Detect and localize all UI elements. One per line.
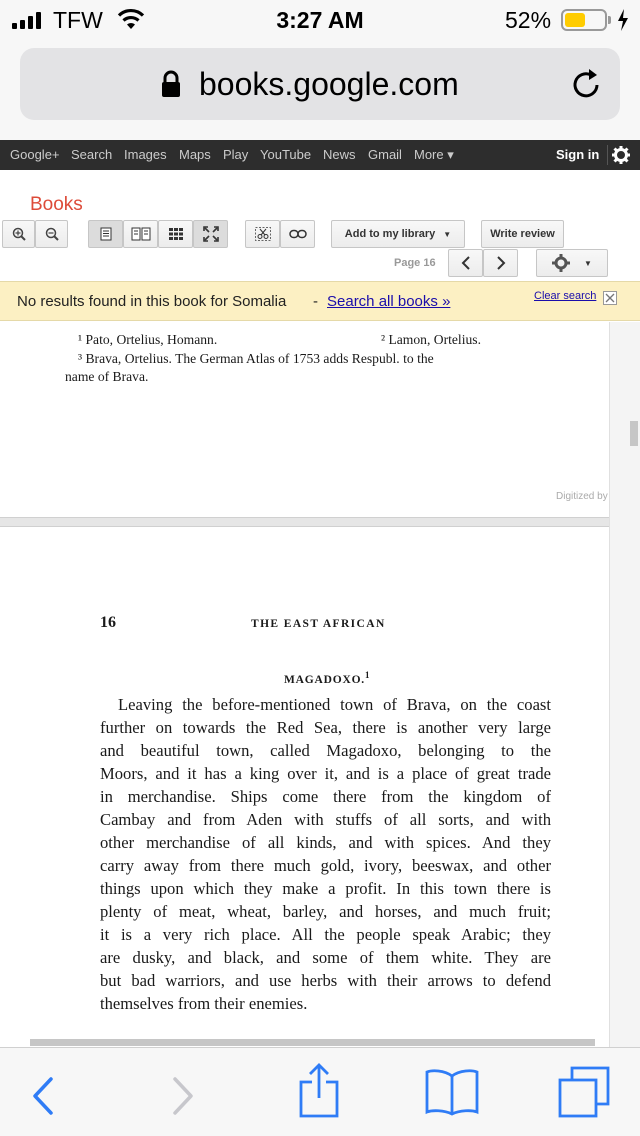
gbar-link-images[interactable]: Images [124, 147, 167, 162]
next-page-button[interactable] [483, 249, 518, 277]
text-line: things upon which they make a profit. In this town there is [100, 879, 551, 898]
browser-url-bar [0, 40, 640, 140]
settings-gear-icon[interactable] [612, 146, 630, 164]
search-all-books-link[interactable]: Search all books » [327, 293, 451, 310]
clear-search-link[interactable]: Clear search [534, 290, 597, 302]
bookmarks-icon[interactable] [424, 1068, 480, 1116]
google-top-bar [0, 140, 640, 170]
back-arrow-icon[interactable] [30, 1076, 56, 1116]
browser-bottom-toolbar [0, 1047, 640, 1136]
sign-in-link[interactable]: Sign in [556, 147, 600, 162]
gbar-link-googleplus[interactable]: Google+ [10, 147, 60, 162]
two-page-view-button[interactable] [123, 220, 158, 248]
close-notice-button[interactable] [603, 291, 617, 305]
footnote-3-line-1: ³ Brava, Ortelius. The German Atlas of 1753 adds Respubl. to the [78, 351, 434, 366]
zoom-out-icon [45, 227, 59, 241]
thumbnail-view-button[interactable] [158, 220, 193, 248]
options-caret-icon: ▼ [584, 258, 592, 268]
text-line: plenty of meat, wheat, barley, and horses, and much fruit; [100, 902, 551, 921]
books-logo[interactable]: Books [30, 194, 83, 215]
clip-button[interactable] [245, 220, 280, 248]
lock-icon [161, 70, 181, 98]
add-to-library-button[interactable] [331, 220, 465, 248]
chevron-right-icon [496, 256, 506, 270]
gbar-link-more[interactable]: More ▾ [414, 147, 454, 162]
search-notice-bar [0, 281, 640, 321]
gbar-link-search[interactable]: Search [71, 147, 113, 162]
zoom-in-button[interactable] [2, 220, 35, 248]
share-icon[interactable] [298, 1062, 340, 1118]
carrier-label: TFW [53, 7, 103, 33]
footnote-3-line-2: name of Brava. [65, 369, 149, 384]
two-page-icon [131, 227, 151, 241]
text-line: Moors, and it has a king over it, and is a place of great trade [100, 764, 551, 783]
text-line: it is a very rich place. All the people speak Arabic; they [100, 925, 551, 944]
close-icon [604, 292, 616, 304]
horizontal-scrollbar[interactable] [30, 1039, 595, 1046]
text-line: other merchandise of all kinds, and with spices. And they [100, 833, 551, 852]
url-domain: books.google.com [199, 66, 459, 102]
fullscreen-button[interactable] [193, 220, 228, 248]
page-number: 16 [100, 614, 116, 631]
page-separator [0, 517, 609, 527]
gear-icon [552, 254, 570, 272]
charging-bolt-icon [617, 9, 629, 31]
scissors-icon [255, 227, 271, 241]
zoom-in-icon [12, 227, 26, 241]
gbar-link-news[interactable]: News [323, 147, 356, 162]
battery-tip [608, 16, 611, 24]
gbar-link-play[interactable]: Play [223, 147, 249, 162]
gbar-divider [607, 145, 608, 165]
text-line: are dusky, and black, and some of them white. They are [100, 948, 551, 967]
single-page-view-button[interactable] [88, 220, 123, 248]
gbar-link-youtube[interactable]: YouTube [260, 147, 312, 162]
battery-icon [561, 9, 607, 31]
text-line: Cambay and from Aden with stuffs of all sorts, and with [100, 810, 551, 829]
book-viewer[interactable] [0, 322, 640, 1047]
address-field[interactable] [20, 48, 620, 120]
text-line: Leaving the before-mentioned town of Brava, on the coast [118, 695, 551, 714]
text-line: further on towards the Red Sea, there is another very large [100, 718, 551, 737]
status-bar [0, 0, 640, 40]
view-options-button[interactable] [536, 249, 608, 277]
section-title-text: MAGADOXO. [284, 673, 365, 686]
footnote-2: ² Lamon, Ortelius. [381, 332, 481, 347]
page-number-label: Page 16 [394, 257, 436, 269]
gbar-link-maps[interactable]: Maps [179, 147, 211, 162]
tabs-icon[interactable] [558, 1066, 610, 1118]
reload-icon[interactable] [570, 68, 604, 102]
grid-icon [169, 228, 183, 240]
digitized-by-label: Digitized by [556, 491, 608, 502]
link-icon [289, 229, 307, 239]
clock: 3:27 AM [276, 7, 364, 33]
battery-percent: 52% [505, 7, 552, 33]
link-button[interactable] [280, 220, 315, 248]
chevron-left-icon [461, 256, 471, 270]
vertical-scrollbar-thumb[interactable] [630, 421, 638, 446]
forward-arrow-icon[interactable] [170, 1076, 196, 1116]
single-page-icon [100, 227, 112, 241]
footnote-1: ¹ Pato, Ortelius, Homann. [78, 332, 218, 347]
dropdown-caret-icon: ▼ [443, 229, 452, 239]
notice-separator: - [313, 293, 318, 310]
zoom-out-button[interactable] [35, 220, 68, 248]
text-line: and beautiful town, called Magadoxo, belonging to the [100, 741, 551, 760]
section-footnote-marker: 1 [364, 670, 371, 680]
previous-page-button[interactable] [448, 249, 483, 277]
add-to-library-label: Add to my library [344, 228, 436, 240]
running-head: THE EAST AFRICAN [251, 618, 386, 630]
write-review-button[interactable]: Write review [481, 220, 564, 248]
text-line: but bad warriors, and use herbs with their arrows to defend [100, 971, 551, 990]
gbar-link-gmail[interactable]: Gmail [368, 147, 402, 162]
text-line: carry away from there much gold, ivory, beeswax, and other [100, 856, 551, 875]
text-line: in merchandise. Ships come there from the kingdom of [100, 787, 551, 806]
text-line: themselves from their enemies. [100, 994, 308, 1013]
no-results-message: No results found in this book for Somalia [17, 293, 287, 310]
section-title [284, 670, 370, 686]
fullscreen-icon [203, 226, 219, 242]
